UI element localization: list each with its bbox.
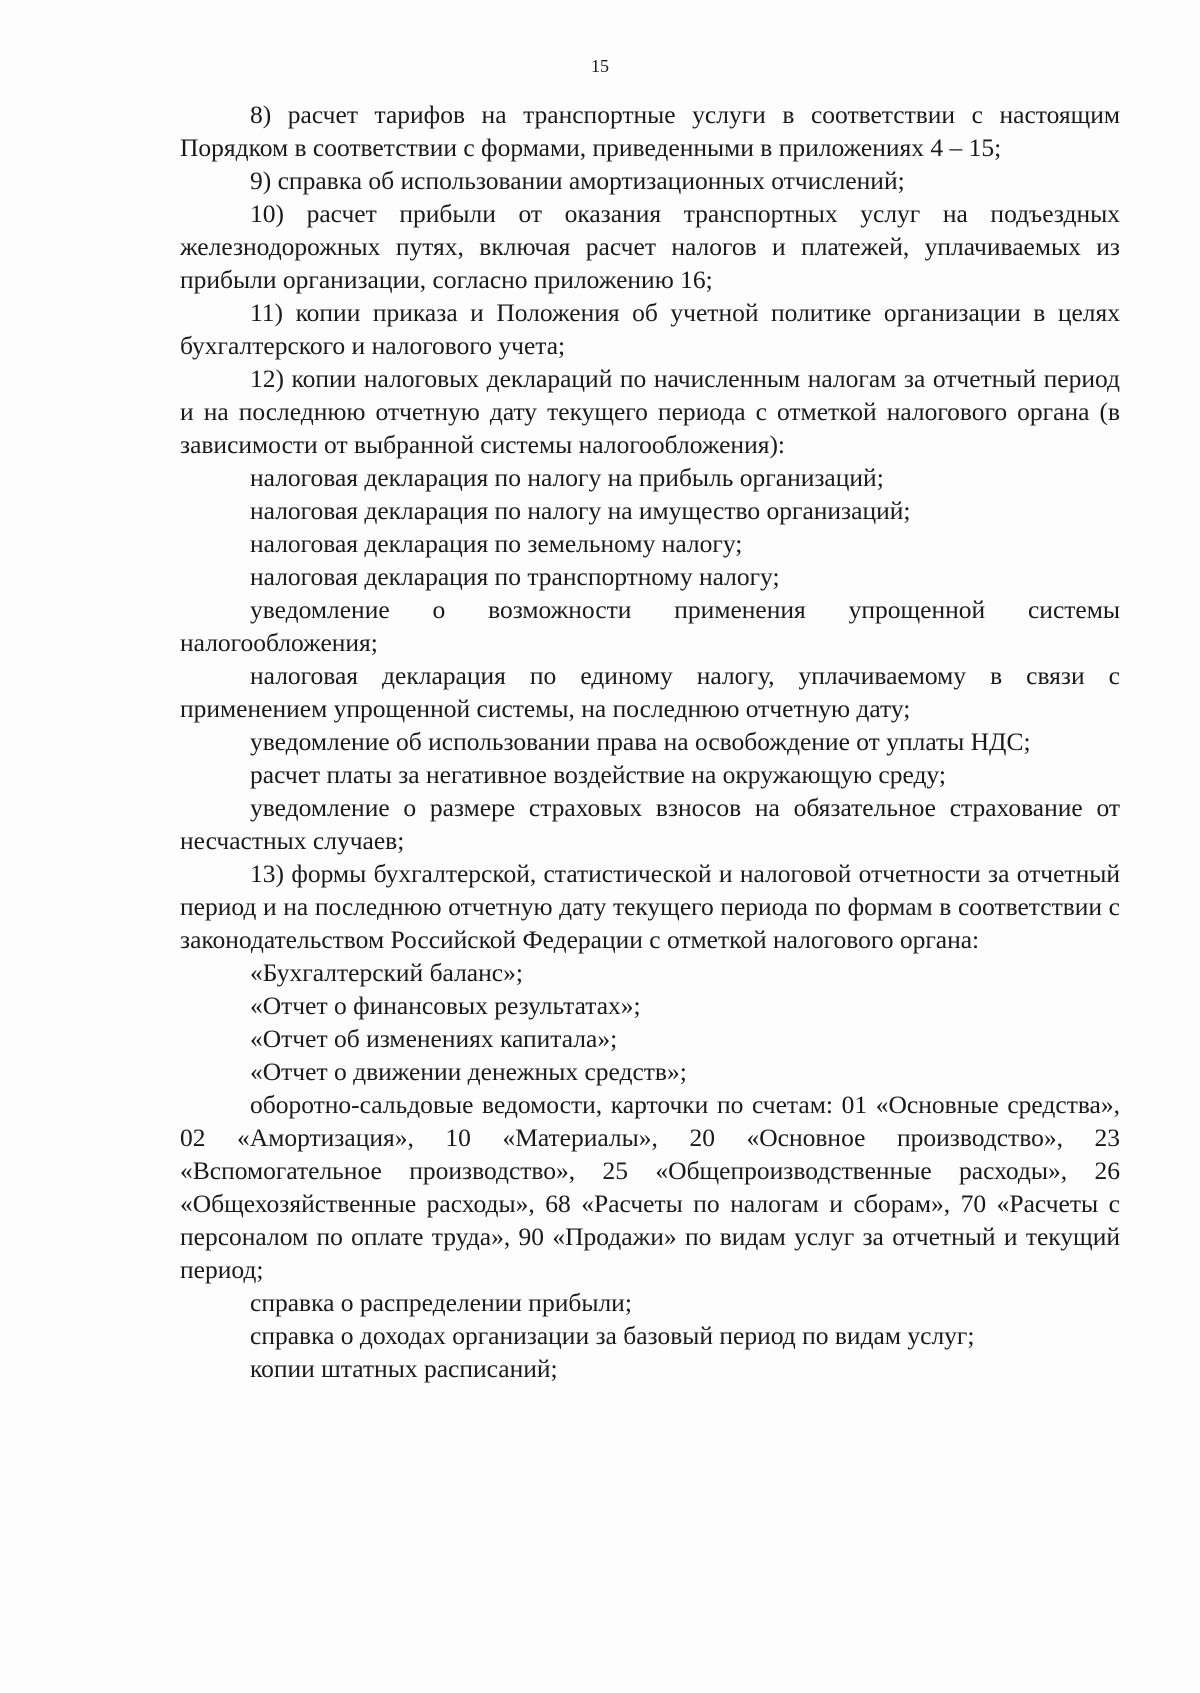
list-item: справка о распределении прибыли; [250, 1288, 632, 1317]
list-item: справка о доходах организации за базовый период по видам услуг; [250, 1321, 975, 1350]
paragraph: 10) расчет прибыли от оказания транспортных услуг на подъездных железнодорожных путях, включая расчет налогов и платежей, уплачиваемых из прибыли организации, согласно приложению 16; [180, 199, 1120, 294]
list-item: «Отчет о движении денежных средств»; [250, 1057, 687, 1086]
paragraph: налоговая декларация по единому налогу, уплачиваемому в связи с применением упрощенной системы, на последнюю отчетную дату; [180, 661, 1120, 723]
paragraph: 13) формы бухгалтерской, статистической и налоговой отчетности за отчетный период и на последнюю отчетную дату текущего периода по формам в соответствии с законодательством Российской Федерации с отметкой налогового органа: [180, 859, 1120, 954]
paragraph: 8) расчет тарифов на транспортные услуги в соответствии с настоящим Порядком в соответствии с формами, приведенными в приложениях 4 – 15; [180, 100, 1120, 162]
list-item: «Отчет об изменениях капитала»; [250, 1024, 618, 1053]
list-item: уведомление об использовании права на освобождение от уплаты НДС; [250, 727, 1031, 756]
list-item: «Бухгалтерский баланс»; [250, 958, 523, 987]
paragraph: оборотно-сальдовые ведомости, карточки по счетам: 01 «Основные средства», 02 «Амортизация», 10 «Материалы», 20 «Основное производство», 23 «Вспомогательное производство», 25 «Общепроизводственные расходы», 26 «Общехозяйственные расходы», 68 «Расчеты по налогам и сборам», 70 «Расчеты с персоналом по оплате труда», 90 «Продажи» по видам услуг за отчетный и текущий период; [180, 1090, 1120, 1284]
list-item: налоговая декларация по налогу на имущество организаций; [250, 496, 911, 525]
list-item: налоговая декларация по транспортному налогу; [250, 562, 780, 591]
list-item: копии штатных расписаний; [250, 1354, 558, 1383]
paragraph: 12) копии налоговых деклараций по начисленным налогам за отчетный период и на последнюю отчетную дату текущего периода с отметкой налогового органа (в зависимости от выбранной системы налогообложения): [180, 364, 1120, 459]
document-body [180, 98, 1120, 1385]
paragraph: уведомление о размере страховых взносов на обязательное страхование от несчастных случаев; [180, 793, 1120, 855]
list-item: «Отчет о финансовых результатах»; [250, 991, 641, 1020]
list-item: расчет платы за негативное воздействие на окружающую среду; [250, 760, 946, 789]
paragraph: 9) справка об использовании амортизационных отчислений; [250, 166, 905, 195]
list-item: налоговая декларация по земельному налогу; [250, 529, 743, 558]
page-number: 15 [591, 56, 609, 76]
paragraph: уведомление о возможности применения упрощенной системы налогообложения; [180, 595, 1120, 657]
paragraph: 11) копии приказа и Положения об учетной политике организации в целях бухгалтерского и налогового учета; [180, 298, 1120, 360]
list-item: налоговая декларация по налогу на прибыль организаций; [250, 463, 884, 492]
